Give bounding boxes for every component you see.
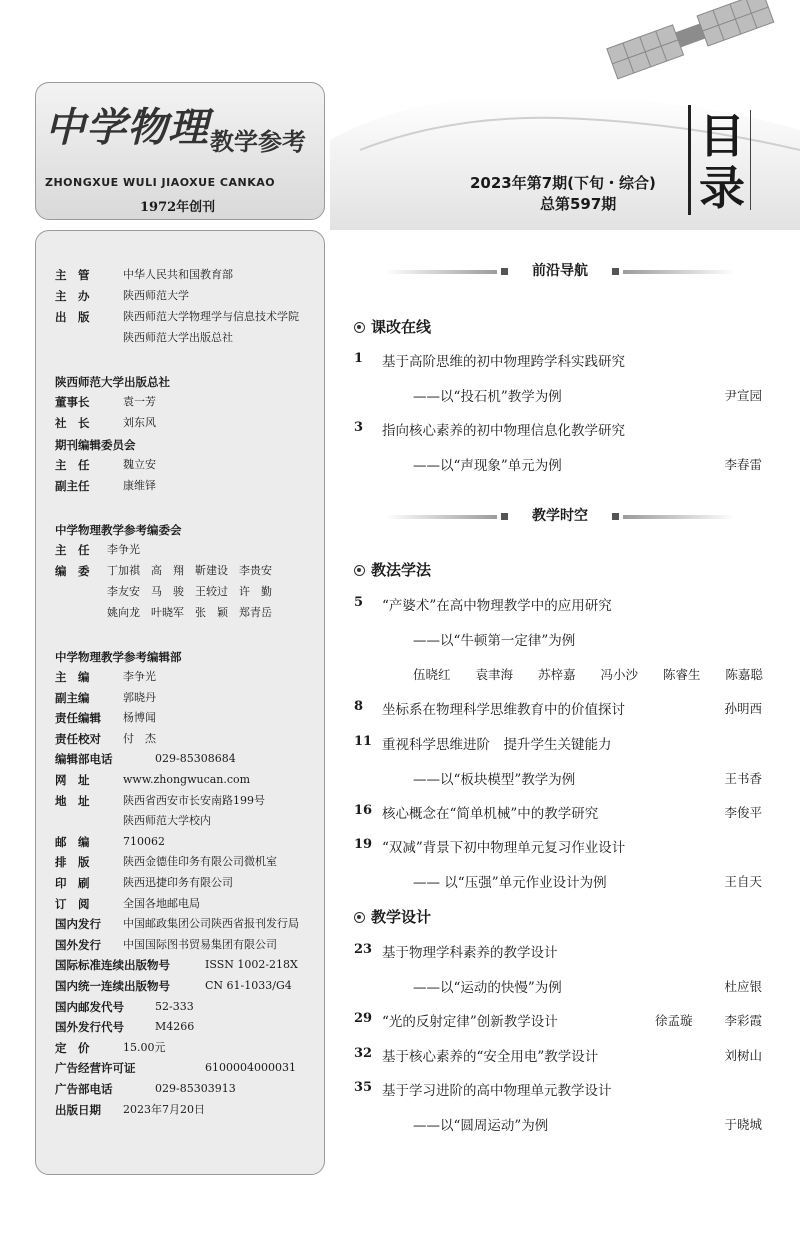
banner-bar-left (385, 515, 497, 519)
editorial-heading: 中学物理教学参考编辑部 (55, 650, 182, 664)
magazine-logo-title: 中学物理 (45, 104, 209, 151)
page-number: 11 (354, 734, 373, 749)
info-key: 社 长 (55, 416, 90, 430)
article-author: 袁聿海 (475, 667, 513, 682)
article-author: 陈嘉聪 (725, 667, 763, 682)
press-heading: 陕西师范大学出版总社 (55, 375, 170, 389)
info-value: 陕西迅捷印务有限公司 (123, 876, 233, 889)
page-number: 19 (354, 837, 373, 852)
article-author: 苏梓嘉 (537, 667, 576, 682)
info-key: 广告经营许可证 (55, 1061, 136, 1076)
info-value: 陕西师范大学 (123, 289, 189, 302)
column-heading-label: 教学设计 (371, 908, 432, 926)
info-value: 029-85308684 (155, 752, 236, 766)
title-divider-thin (750, 110, 751, 210)
info-value: 魏立安 (123, 458, 156, 471)
article-title[interactable]: 重视科学思维进阶 提升学生关键能力 (382, 737, 612, 753)
info-value: 付 杰 (123, 731, 156, 745)
article-subtitle: ——以“投石机”教学为例 (413, 389, 562, 405)
info-key: 主 管 (55, 268, 90, 282)
article-title[interactable]: 指向核心素养的初中物理信息化教学研究 (382, 423, 625, 439)
board-heading: 期刊编辑委员会 (55, 438, 136, 452)
article-author: 冯小沙 (600, 667, 638, 682)
committee-heading: 中学物理教学参考编委会 (55, 523, 182, 537)
article-title[interactable]: 基于物理学科素养的教学设计 (382, 945, 558, 961)
info-key: 副主编 (55, 690, 90, 705)
page-number: 16 (354, 803, 373, 818)
info-key: 国外发行 (55, 937, 101, 952)
article-author: 李春雷 (724, 457, 762, 472)
banner-bar-left (385, 270, 497, 274)
contents-title-char-2: 录 (699, 161, 745, 215)
page-number: 1 (354, 351, 364, 366)
target-bullet-icon (354, 565, 365, 576)
article-author: 杜应银 (724, 979, 762, 994)
page-number: 29 (354, 1011, 373, 1026)
page-number: 3 (354, 420, 364, 435)
info-value: 李争光 (123, 670, 156, 683)
info-value: 陕西省西安市长安南路199号 (123, 793, 265, 807)
article-author: 刘树山 (724, 1048, 762, 1063)
satellite-icon (607, 0, 774, 79)
info-key: 编辑部电话 (55, 752, 113, 767)
info-key: 国内统一连续出版物号 (55, 979, 170, 993)
info-value: 丁加祺 高 翔 靳建设 李贵安 (107, 564, 272, 577)
info-key: 出 版 (55, 310, 90, 324)
info-key: 排 版 (55, 855, 90, 870)
article-authors (413, 665, 763, 683)
banner-bar-right (623, 270, 735, 274)
info-value: 李争光 (107, 543, 140, 556)
info-value: CN 61-1033/G4 (205, 979, 292, 992)
info-value: 陕西师范大学物理学与信息技术学院 (123, 310, 299, 323)
column-heading-label: 课改在线 (371, 318, 432, 336)
info-key: 主 编 (55, 670, 90, 684)
info-value: 中国国际图书贸易集团有限公司 (123, 937, 277, 951)
target-bullet-icon (354, 322, 365, 333)
article-author: 徐孟璇 (655, 1013, 693, 1028)
column-heading (354, 906, 431, 927)
info-key: 国际标准连续出版物号 (55, 958, 170, 973)
banner-square (612, 513, 619, 520)
info-value: 6100004000031 (205, 1061, 296, 1075)
article-title[interactable]: “产婆术”在高中物理教学中的应用研究 (382, 598, 612, 614)
article-subtitle: ——以“运动的快慢”为例 (413, 980, 562, 996)
info-value: 郭晓丹 (123, 690, 156, 704)
info-key: 出版日期 (55, 1102, 101, 1117)
info-value: 52-333 (155, 999, 194, 1013)
info-key: 国外发行代号 (55, 1020, 124, 1035)
magazine-logo-subtitle: 教学参考 (210, 128, 306, 156)
article-title[interactable]: 核心概念在“简单机械”中的教学研究 (382, 806, 599, 822)
info-key: 印 刷 (55, 876, 90, 890)
article-author: 李彩霞 (724, 1013, 762, 1028)
page-number: 35 (354, 1080, 373, 1095)
info-key: 主 办 (55, 289, 90, 303)
page-number: 23 (354, 942, 373, 957)
page-number: 8 (354, 699, 364, 714)
contents-title (697, 110, 747, 214)
section-banner-frontier (385, 262, 735, 280)
info-value: M4266 (155, 1020, 195, 1034)
info-value: 陕西金德佳印务有限公司微机室 (123, 855, 277, 869)
info-key: 国内发行 (55, 917, 101, 932)
title-divider (688, 105, 691, 215)
banner-square (501, 268, 508, 275)
info-key: 国内邮发代号 (55, 999, 124, 1014)
article-author: 王书香 (724, 771, 762, 786)
info-key: 定 价 (55, 1040, 90, 1055)
info-value: 杨博闻 (123, 711, 156, 725)
article-author: 陈睿生 (662, 667, 701, 682)
info-value: 029-85303913 (155, 1082, 236, 1095)
article-author: 孙明西 (724, 701, 762, 716)
section-banner-teaching (385, 507, 735, 525)
info-value: 2023年7月20日 (123, 1102, 205, 1116)
info-key: 主 任 (55, 458, 90, 472)
article-title[interactable]: 基于核心素养的“安全用电”教学设计 (382, 1049, 599, 1065)
article-title[interactable]: 基于高阶思维的初中物理跨学科实践研究 (382, 354, 625, 370)
article-author: 李俊平 (724, 805, 762, 820)
banner-square (501, 513, 508, 520)
article-subtitle: ——以“声现象”单元为例 (413, 458, 562, 474)
page-number: 32 (354, 1046, 373, 1061)
article-subtitle: ——以“板块模型”教学为例 (413, 772, 576, 788)
info-value: 全国各地邮电局 (123, 896, 200, 910)
article-author: 尹宣园 (724, 388, 762, 403)
issue-number: 2023年第7期(下旬・综合) (470, 174, 656, 192)
info-key: 责任编辑 (55, 711, 101, 726)
info-value: 15.00元 (123, 1040, 166, 1054)
page-number: 5 (354, 595, 364, 610)
info-key: 广告部电话 (55, 1082, 113, 1096)
column-heading-label: 教法学法 (371, 561, 432, 579)
info-value: 陕西师范大学校内 (123, 814, 211, 828)
article-title[interactable]: 坐标系在物理科学思维教育中的价值探讨 (382, 702, 625, 718)
banner-label: 教学时空 (532, 508, 588, 524)
info-key: 责任校对 (55, 731, 101, 746)
article-subtitle: ——以“圆周运动”为例 (413, 1118, 549, 1134)
article-title[interactable]: 基于学习进阶的高中物理单元教学设计 (382, 1083, 612, 1099)
info-value: 中国邮政集团公司陕西省报刊发行局 (123, 917, 299, 931)
article-author: 伍晓红 (413, 667, 451, 682)
info-key: 董事长 (55, 395, 90, 409)
info-key: 地 址 (55, 793, 90, 808)
banner-bar-right (623, 515, 735, 519)
column-heading (354, 316, 431, 337)
info-key: 订 阅 (55, 896, 90, 911)
contents-title-char-1: 目 (699, 109, 745, 163)
founded-year: 1972年创刊 (140, 200, 216, 215)
banner-label: 前沿导航 (532, 263, 588, 279)
article-subtitle: ——以“牛顿第一定律”为例 (413, 633, 576, 649)
info-value: 袁一芳 (123, 395, 156, 408)
info-value: 陕西师范大学出版总社 (123, 331, 233, 344)
info-key: 编 委 (55, 564, 90, 578)
info-value: 中华人民共和国教育部 (123, 268, 233, 281)
info-key: 副主任 (55, 479, 90, 493)
info-value: 710062 (123, 834, 165, 848)
info-value: www.zhongwucan.com (123, 773, 251, 786)
info-key: 网 址 (55, 773, 90, 787)
magazine-pinyin: ZHONGXUE WULI JIAOXUE CANKAO (45, 176, 276, 189)
article-title[interactable]: “双减”背景下初中物理单元复习作业设计 (382, 840, 626, 856)
issue-total: 总第597期 (540, 195, 617, 213)
article-subtitle: —— 以“压强”单元作业设计为例 (413, 875, 607, 891)
info-key: 主 任 (55, 543, 90, 557)
column-heading (354, 559, 431, 580)
info-value: 康维铎 (123, 479, 156, 492)
info-value: 姚向龙 叶晓军 张 颖 郑青岳 (107, 606, 272, 619)
article-author: 王自天 (724, 874, 762, 889)
article-author: 于晓城 (724, 1117, 762, 1132)
info-value: 李友安 马 骏 王较过 许 勤 (107, 585, 272, 598)
article-title[interactable]: “光的反射定律”创新教学设计 (382, 1014, 558, 1030)
info-value: 刘东风 (123, 416, 156, 429)
info-value: ISSN 1002-218X (205, 958, 298, 972)
info-key: 邮 编 (55, 834, 90, 849)
banner-square (612, 268, 619, 275)
target-bullet-icon (354, 912, 365, 923)
